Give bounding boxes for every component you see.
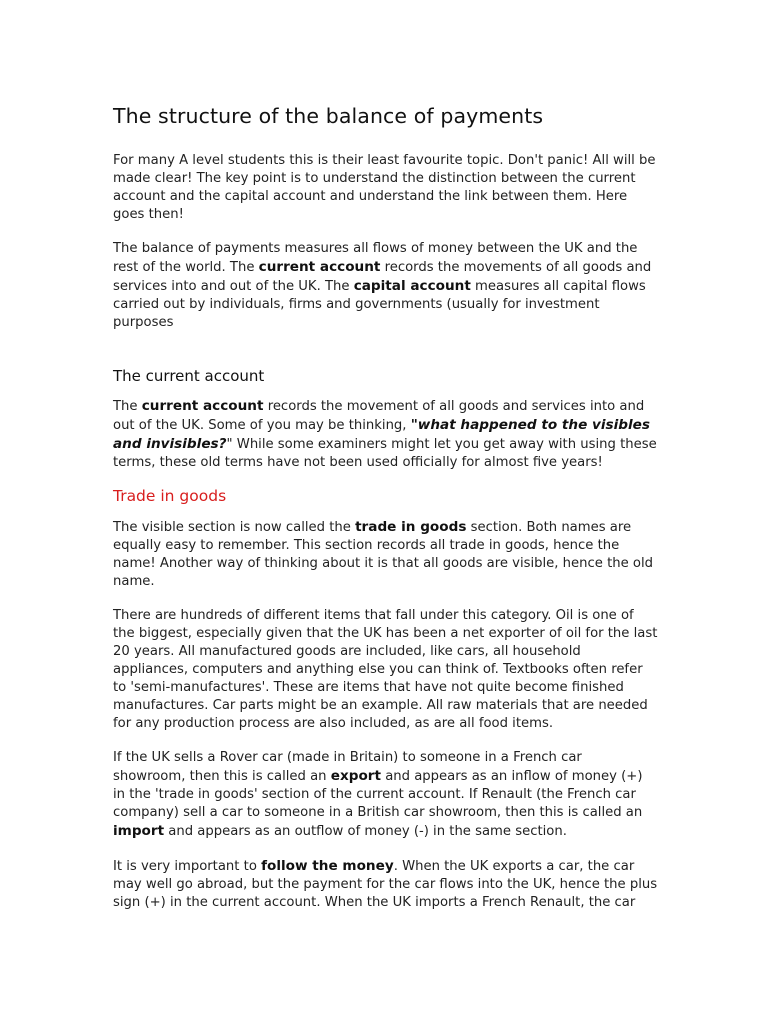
text-run: section. Both names are equally easy to remember. This section records all trade in goods, hence the name! Another way of thinking about it is that all goods are visible, hence the old name. xyxy=(113,520,654,589)
term-current-account: current account xyxy=(258,259,381,275)
document-page xyxy=(113,100,658,928)
section-heading-trade-in-goods: Trade in goods xyxy=(113,487,227,505)
term-export: export xyxy=(330,768,381,784)
current-account-paragraph xyxy=(113,397,658,472)
section-heading-current-account: The current account xyxy=(113,367,265,385)
text-run: records the movement of all goods and services into and out of the UK. Some of you may be thinking, xyxy=(113,399,645,433)
text-run: The balance of payments measures all flows of money between the UK and the rest of the world. The xyxy=(113,241,638,275)
text-run: The visible section is now called the xyxy=(113,520,356,535)
text-run: and appears as an inflow of money (+) in the 'trade in goods' section of the current account. If Renault (the French car company) sell a car to someone in a British car showroom, then this is called an xyxy=(113,769,643,820)
quote-visibles-invisibles: "what happened to the visibles and invisibles? xyxy=(113,417,650,452)
term-trade-in-goods: trade in goods xyxy=(355,519,467,535)
term-follow-the-money: follow the money xyxy=(261,858,394,874)
export-import-paragraph xyxy=(113,749,658,841)
text-run: and appears as an outflow of money (-) in the same section. xyxy=(164,824,567,839)
text-run: . When the UK exports a car, the car may well go abroad, but the payment for the car flows into the UK, hence the plus sign (+) in the current account. When the UK imports a French Renault, the car xyxy=(113,859,658,910)
text-run: The xyxy=(113,399,142,414)
balance-of-payments-paragraph xyxy=(113,240,658,332)
text-run: If the UK sells a Rover car (made in Britain) to someone in a French car showroom, then this is called an xyxy=(113,750,582,784)
text-run: " While some examiners might let you get away with using these terms, these old terms have not been used officially for almost five years! xyxy=(113,437,657,470)
text-run: It is very important to xyxy=(113,859,262,874)
page-title: The structure of the balance of payments xyxy=(113,104,544,128)
text-run: records the movements of all goods and services into and out of the UK. The xyxy=(113,260,652,294)
intro-paragraph: For many A level students this is their least favourite topic. Don't panic! All will be made clear! The key point is to understand the distinction between the current account and the capital account and understand the link between them. Here goes then! xyxy=(113,153,656,222)
items-paragraph: There are hundreds of different items that fall under this category. Oil is one of the biggest, especially given that the UK has been a net exporter of oil for the last 20 years. All manufactured goods are included, like cars, all household appliances, computers and anything else you can think of. Textbooks often refer to 'semi-manufactures'. These are items that have not quite become finished manufactures. Car parts might be an example. All raw materials that are needed for any production process are also included, as are all food items. xyxy=(113,608,658,731)
trade-in-goods-paragraph xyxy=(113,518,658,591)
term-current-account: current account xyxy=(141,398,264,414)
term-capital-account: capital account xyxy=(353,278,471,294)
text-run: measures all capital flows carried out by individuals, firms and governments (usually for investment purposes xyxy=(113,279,646,330)
follow-money-paragraph xyxy=(113,857,658,912)
term-import: import xyxy=(113,823,165,839)
